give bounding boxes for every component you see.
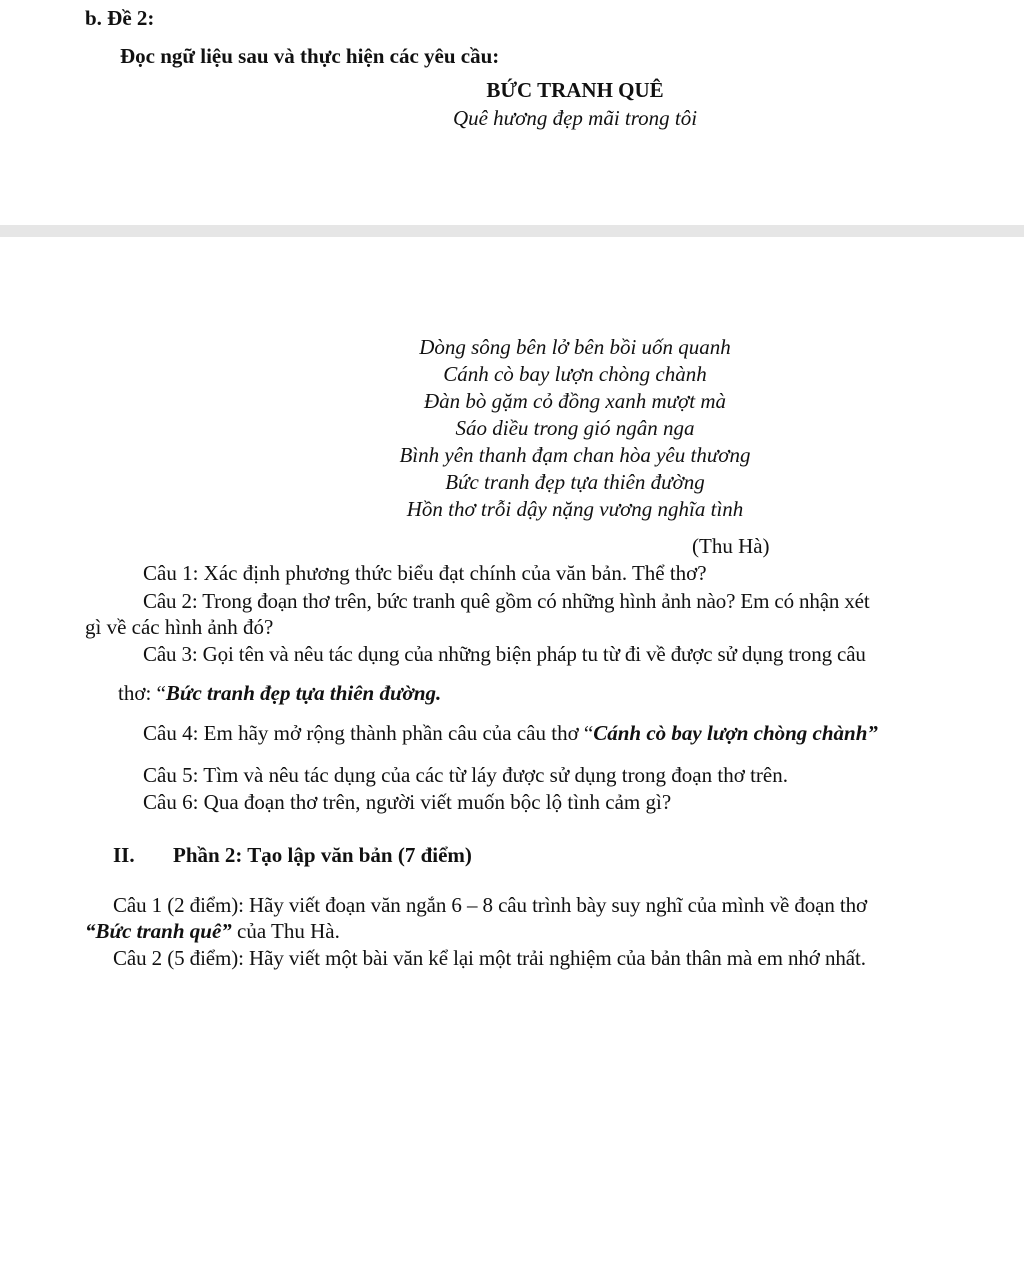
question-3-quote: Bức tranh đẹp tựa thiên đường. — [165, 681, 442, 705]
part-2-numeral: II. — [113, 843, 135, 867]
question-2-line-2: gì về các hình ảnh đó? — [85, 615, 274, 639]
question-5: Câu 5: Tìm và nêu tác dụng của các từ láy được sử dụng trong đoạn thơ trên. — [143, 763, 788, 787]
question-2-line-1: Câu 2: Trong đoạn thơ trên, bức tranh quê gồm có những hình ảnh nào? Em có nhận xét — [143, 589, 870, 613]
part-2-question-2: Câu 2 (5 điểm): Hãy viết một bài văn kể lại một trải nghiệm của bản thân mà em nhớ nhất. — [113, 946, 866, 970]
question-4-quote: Cánh cò bay lượn chòng chành” — [593, 721, 878, 745]
question-1: Câu 1: Xác định phương thức biểu đạt chính của văn bản. Thể thơ? — [143, 561, 707, 585]
question-4 — [143, 720, 878, 746]
question-3-line-1: Câu 3: Gọi tên và nêu tác dụng của những biện pháp tu từ đi về được sử dụng trong câu — [143, 642, 866, 666]
page-divider — [0, 225, 1024, 237]
part-2-question-1-suffix: của Thu Hà. — [231, 919, 340, 943]
poem-subtitle: Quê hương đẹp mãi trong tôi — [452, 106, 698, 130]
poem-line: Bức tranh đẹp tựa thiên đường — [445, 470, 705, 494]
question-3-line-2 — [118, 680, 441, 706]
poem-line: Dòng sông bên lở bên bồi uốn quanh — [419, 335, 731, 359]
poem-line: Sáo diều trong gió ngân nga — [455, 416, 695, 440]
section-label: b. Đề 2: — [85, 6, 155, 30]
poem-title: BỨC TRANH QUÊ — [486, 78, 664, 102]
poem-line: Hồn thơ trỗi dậy nặng vương nghĩa tình — [406, 497, 744, 521]
poem-author: (Thu Hà) — [692, 534, 770, 558]
question-6: Câu 6: Qua đoạn thơ trên, người viết muốn bộc lộ tình cảm gì? — [143, 790, 672, 814]
question-3-prefix: thơ: “ — [118, 681, 166, 705]
instruction-text: Đọc ngữ liệu sau và thực hiện các yêu cầu: — [120, 44, 500, 68]
poem-line: Cánh cò bay lượn chòng chành — [443, 362, 707, 386]
question-4-prefix: Câu 4: Em hãy mở rộng thành phần câu của câu thơ “ — [143, 721, 594, 745]
part-2-question-1-line-2 — [85, 918, 340, 944]
poem-line: Đàn bò gặm cỏ đồng xanh mượt mà — [423, 389, 727, 413]
part-2-heading: Phần 2: Tạo lập văn bản (7 điểm) — [173, 843, 472, 867]
part-2-question-1-quote: “Bức tranh quê” — [85, 919, 232, 943]
part-2-question-1-line-1: Câu 1 (2 điểm): Hãy viết đoạn văn ngắn 6 – 8 câu trình bày suy nghĩ của mình về đoạn thơ — [113, 893, 868, 917]
poem-line: Bình yên thanh đạm chan hòa yêu thương — [399, 443, 751, 467]
